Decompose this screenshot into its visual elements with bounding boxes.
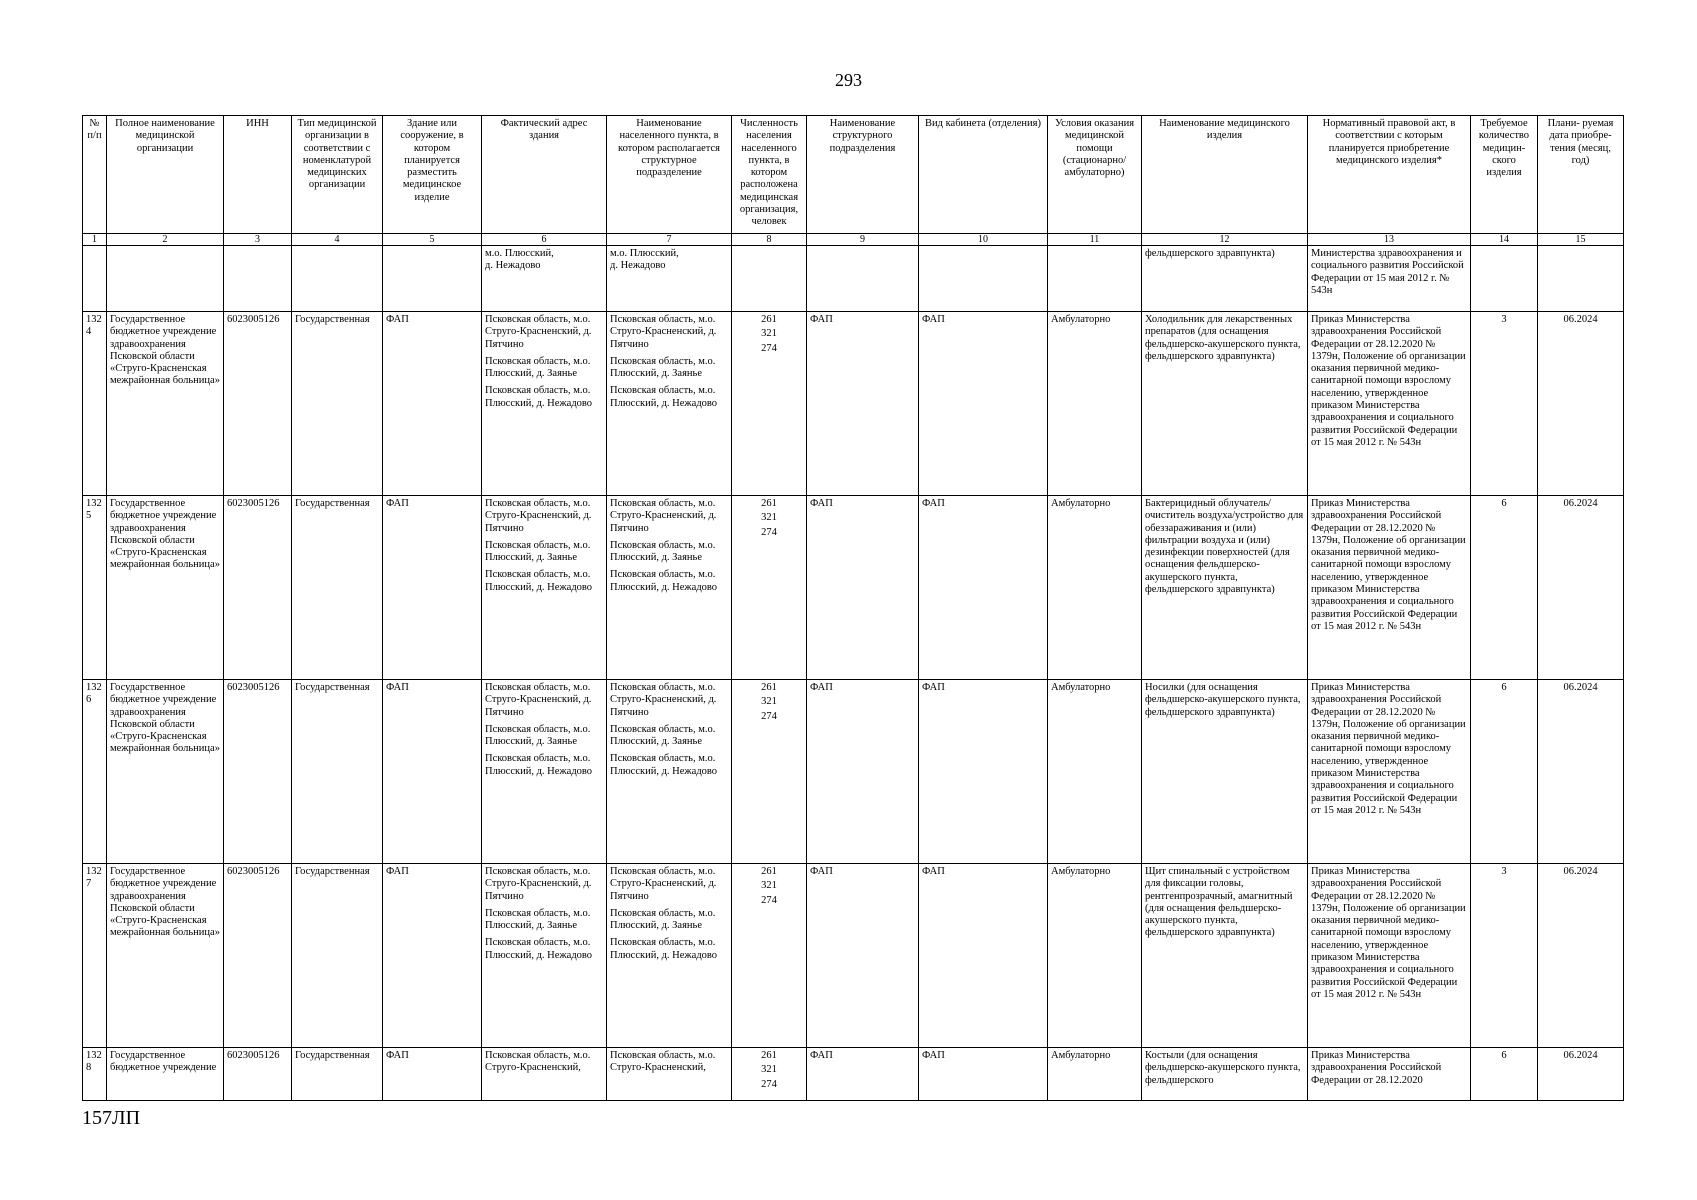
org-cell: Государственное бюджетное учреждение здравоохранения Псковской области «Струго-Красненская межрайонная больница»: [107, 496, 224, 680]
table-row: [83, 680, 1624, 864]
date-cell: 06.2024: [1538, 312, 1624, 496]
inn-cell: 6023005126: [224, 496, 292, 680]
row-number: 1327: [83, 864, 107, 1048]
table-row: [83, 1048, 1624, 1101]
population-cell: 261 321 274: [732, 312, 807, 496]
qty-cell: 3: [1471, 312, 1538, 496]
column-number: 9: [807, 234, 919, 246]
header-cell: Здание или сооружение, в котором планируется разместить медицинское изделие: [383, 116, 482, 234]
column-number: 3: [224, 234, 292, 246]
qty-cell: 6: [1471, 680, 1538, 864]
conditions-cell: Амбулаторно: [1048, 496, 1142, 680]
settlement-cell: м.о. Плюсский, д. Нежадово: [607, 246, 732, 312]
building-cell: ФАП: [383, 496, 482, 680]
header-cell: Фактический адрес здания: [482, 116, 607, 234]
header-row: [83, 116, 1624, 234]
address-cell: Псковская область, м.о. Струго-Красненский, д. Пятчино Псковская область, м.о. Плюсский, д. Заянье Псковская область, м.о. Плюсский, д. Нежадово: [482, 312, 607, 496]
header-cell: Наименование структурного подразделения: [807, 116, 919, 234]
header-cell: Полное наименование медицинской организации: [107, 116, 224, 234]
building-cell: ФАП: [383, 312, 482, 496]
column-number: 6: [482, 234, 607, 246]
cabinet-cell: ФАП: [919, 1048, 1048, 1101]
type-cell: Государственная: [292, 312, 383, 496]
org-cell: Государственное бюджетное учреждение здравоохранения Псковской области «Струго-Красненская межрайонная больница»: [107, 680, 224, 864]
cabinet-cell: ФАП: [919, 864, 1048, 1048]
column-number: 13: [1308, 234, 1471, 246]
column-number: 7: [607, 234, 732, 246]
header-cell: Вид кабинета (отделения): [919, 116, 1048, 234]
item-cell: Бактерицидный облучатель/очиститель воздуха/устройство для обеззараживания и (или) фильтрации воздуха и (или) дезинфекции поверхностей (для оснащения фельдшерско-акушерского пункта, фельдшерского здравпункта): [1142, 496, 1308, 680]
qty-cell: 6: [1471, 496, 1538, 680]
table-row: [83, 312, 1624, 496]
equipment-table: [82, 115, 1624, 1101]
table-row: [83, 864, 1624, 1048]
unit-cell: ФАП: [807, 496, 919, 680]
header-cell: Численность населения населенного пункта, в котором расположена медицинская организация, человек: [732, 116, 807, 234]
header-cell: Тип медицинской организации в соответствии с номенклатурой медицинских организации: [292, 116, 383, 234]
item-cell: Носилки (для оснащения фельдшерско-акушерского пункта, фельдшерского здравпункта): [1142, 680, 1308, 864]
inn-cell: 6023005126: [224, 312, 292, 496]
column-number-row: [83, 234, 1624, 246]
settlement-cell: Псковская область, м.о. Струго-Красненский, д. Пятчино Псковская область, м.о. Плюсский, д. Заянье Псковская область, м.о. Плюсский, д. Нежадово: [607, 680, 732, 864]
date-cell: 06.2024: [1538, 680, 1624, 864]
date-cell: 06.2024: [1538, 496, 1624, 680]
building-cell: ФАП: [383, 864, 482, 1048]
type-cell: Государственная: [292, 680, 383, 864]
cabinet-cell: ФАП: [919, 312, 1048, 496]
org-cell: Государственное бюджетное учреждение: [107, 1048, 224, 1101]
act-cell: Приказ Министерства здравоохранения Российской Федерации от 28.12.2020 № 1379н, Положение об организации оказания первичной медико-санитарной помощи взрослому населению, утвержденное приказом Министерства здравоохранения и социального развития Российской Федерации от 15 мая 2012 г. № 543н: [1308, 496, 1471, 680]
unit-cell: ФАП: [807, 312, 919, 496]
header-cell: Требуемое количество медицин- ского изделия: [1471, 116, 1538, 234]
population-cell: 261 321 274: [732, 1048, 807, 1101]
row-number: 1328: [83, 1048, 107, 1101]
building-cell: ФАП: [383, 1048, 482, 1101]
act-cell: Приказ Министерства здравоохранения Российской Федерации от 28.12.2020: [1308, 1048, 1471, 1101]
building-cell: ФАП: [383, 680, 482, 864]
qty-cell: 6: [1471, 1048, 1538, 1101]
header-cell: Условия оказания медицинской помощи (стационарно/ амбулаторно): [1048, 116, 1142, 234]
column-number: 15: [1538, 234, 1624, 246]
org-cell: Государственное бюджетное учреждение здравоохранения Псковской области «Струго-Красненская межрайонная больница»: [107, 864, 224, 1048]
inn-cell: 6023005126: [224, 864, 292, 1048]
date-cell: 06.2024: [1538, 1048, 1624, 1101]
address-cell: м.о. Плюсский, д. Нежадово: [482, 246, 607, 312]
header-cell: Наименование медицинского изделия: [1142, 116, 1308, 234]
act-cell: Министерства здравоохранения и социального развития Российской Федерации от 15 мая 2012 г. № 543н: [1308, 246, 1471, 312]
column-number: 2: [107, 234, 224, 246]
settlement-cell: Псковская область, м.о. Струго-Красненский,: [607, 1048, 732, 1101]
unit-cell: ФАП: [807, 1048, 919, 1101]
population-cell: 261 321 274: [732, 496, 807, 680]
inn-cell: 6023005126: [224, 680, 292, 864]
address-cell: Псковская область, м.о. Струго-Красненский, д. Пятчино Псковская область, м.о. Плюсский, д. Заянье Псковская область, м.о. Плюсский, д. Нежадово: [482, 680, 607, 864]
cabinet-cell: ФАП: [919, 680, 1048, 864]
act-cell: Приказ Министерства здравоохранения Российской Федерации от 28.12.2020 № 1379н, Положение об организации оказания первичной медико-санитарной помощи взрослому населению, утвержденное приказом Министерства здравоохранения и социального развития Российской Федерации от 15 мая 2012 г. № 543н: [1308, 864, 1471, 1048]
population-cell: 261 321 274: [732, 864, 807, 1048]
unit-cell: ФАП: [807, 864, 919, 1048]
column-number: 10: [919, 234, 1048, 246]
header-cell: № п/п: [83, 116, 107, 234]
column-number: 8: [732, 234, 807, 246]
type-cell: Государственная: [292, 864, 383, 1048]
header-cell: Нормативный правовой акт, в соответствии с которым планируется приобретение медицинского изделия*: [1308, 116, 1471, 234]
item-cell: Костыли (для оснащения фельдшерско-акушерского пункта, фельдшерского: [1142, 1048, 1308, 1101]
header-cell: ИНН: [224, 116, 292, 234]
item-cell: Холодильник для лекарственных препаратов (для оснащения фельдшерско-акушерского пункта, фельдшерского здравпункта): [1142, 312, 1308, 496]
row-number: 1326: [83, 680, 107, 864]
population-cell: 261 321 274: [732, 680, 807, 864]
column-number: 1: [83, 234, 107, 246]
address-cell: Псковская область, м.о. Струго-Красненский, д. Пятчино Псковская область, м.о. Плюсский, д. Заянье Псковская область, м.о. Плюсский, д. Нежадово: [482, 864, 607, 1048]
inn-cell: 6023005126: [224, 1048, 292, 1101]
address-cell: Псковская область, м.о. Струго-Красненский,: [482, 1048, 607, 1101]
settlement-cell: Псковская область, м.о. Струго-Красненский, д. Пятчино Псковская область, м.о. Плюсский, д. Заянье Псковская область, м.о. Плюсский, д. Нежадово: [607, 864, 732, 1048]
item-cell: фельдшерского здравпункта): [1142, 246, 1308, 312]
column-number: 5: [383, 234, 482, 246]
page-number: 293: [835, 70, 862, 90]
type-cell: Государственная: [292, 496, 383, 680]
column-number: 12: [1142, 234, 1308, 246]
address-cell: Псковская область, м.о. Струго-Красненский, д. Пятчино Псковская область, м.о. Плюсский, д. Заянье Псковская область, м.о. Плюсский, д. Нежадово: [482, 496, 607, 680]
type-cell: Государственная: [292, 1048, 383, 1101]
row-number: 1325: [83, 496, 107, 680]
act-cell: Приказ Министерства здравоохранения Российской Федерации от 28.12.2020 № 1379н, Положение об организации оказания первичной медико-санитарной помощи взрослому населению, утвержденное приказом Министерства здравоохранения и социального развития Российской Федерации от 15 мая 2012 г. № 543н: [1308, 680, 1471, 864]
column-number: 4: [292, 234, 383, 246]
settlement-cell: Псковская область, м.о. Струго-Красненский, д. Пятчино Псковская область, м.о. Плюсский, д. Заянье Псковская область, м.о. Плюсский, д. Нежадово: [607, 496, 732, 680]
document-code: 157ЛП: [82, 1107, 141, 1129]
date-cell: 06.2024: [1538, 864, 1624, 1048]
header-cell: Плани- руемая дата приобре- тения (месяц, год): [1538, 116, 1624, 234]
act-cell: Приказ Министерства здравоохранения Российской Федерации от 28.12.2020 № 1379н, Положение об организации оказания первичной медико-санитарной помощи взрослому населению, утвержденное приказом Министерства здравоохранения и социального развития Российской Федерации от 15 мая 2012 г. № 543н: [1308, 312, 1471, 496]
column-number: 11: [1048, 234, 1142, 246]
conditions-cell: Амбулаторно: [1048, 312, 1142, 496]
settlement-cell: Псковская область, м.о. Струго-Красненский, д. Пятчино Псковская область, м.о. Плюсский, д. Заянье Псковская область, м.о. Плюсский, д. Нежадово: [607, 312, 732, 496]
continuation-row: [83, 246, 1624, 312]
item-cell: Щит спинальный с устройством для фиксации головы, рентгенпрозрачный, амагнитный (для оснащения фельдшерско-акушерского пункта, фельдшерского здравпункта): [1142, 864, 1308, 1048]
conditions-cell: Амбулаторно: [1048, 680, 1142, 864]
conditions-cell: Амбулаторно: [1048, 1048, 1142, 1101]
conditions-cell: Амбулаторно: [1048, 864, 1142, 1048]
qty-cell: 3: [1471, 864, 1538, 1048]
row-number: 1324: [83, 312, 107, 496]
org-cell: Государственное бюджетное учреждение здравоохранения Псковской области «Струго-Красненская межрайонная больница»: [107, 312, 224, 496]
unit-cell: ФАП: [807, 680, 919, 864]
table-row: [83, 496, 1624, 680]
cabinet-cell: ФАП: [919, 496, 1048, 680]
header-cell: Наименование населенного пункта, в котором располагается структурное подразделение: [607, 116, 732, 234]
column-number: 14: [1471, 234, 1538, 246]
